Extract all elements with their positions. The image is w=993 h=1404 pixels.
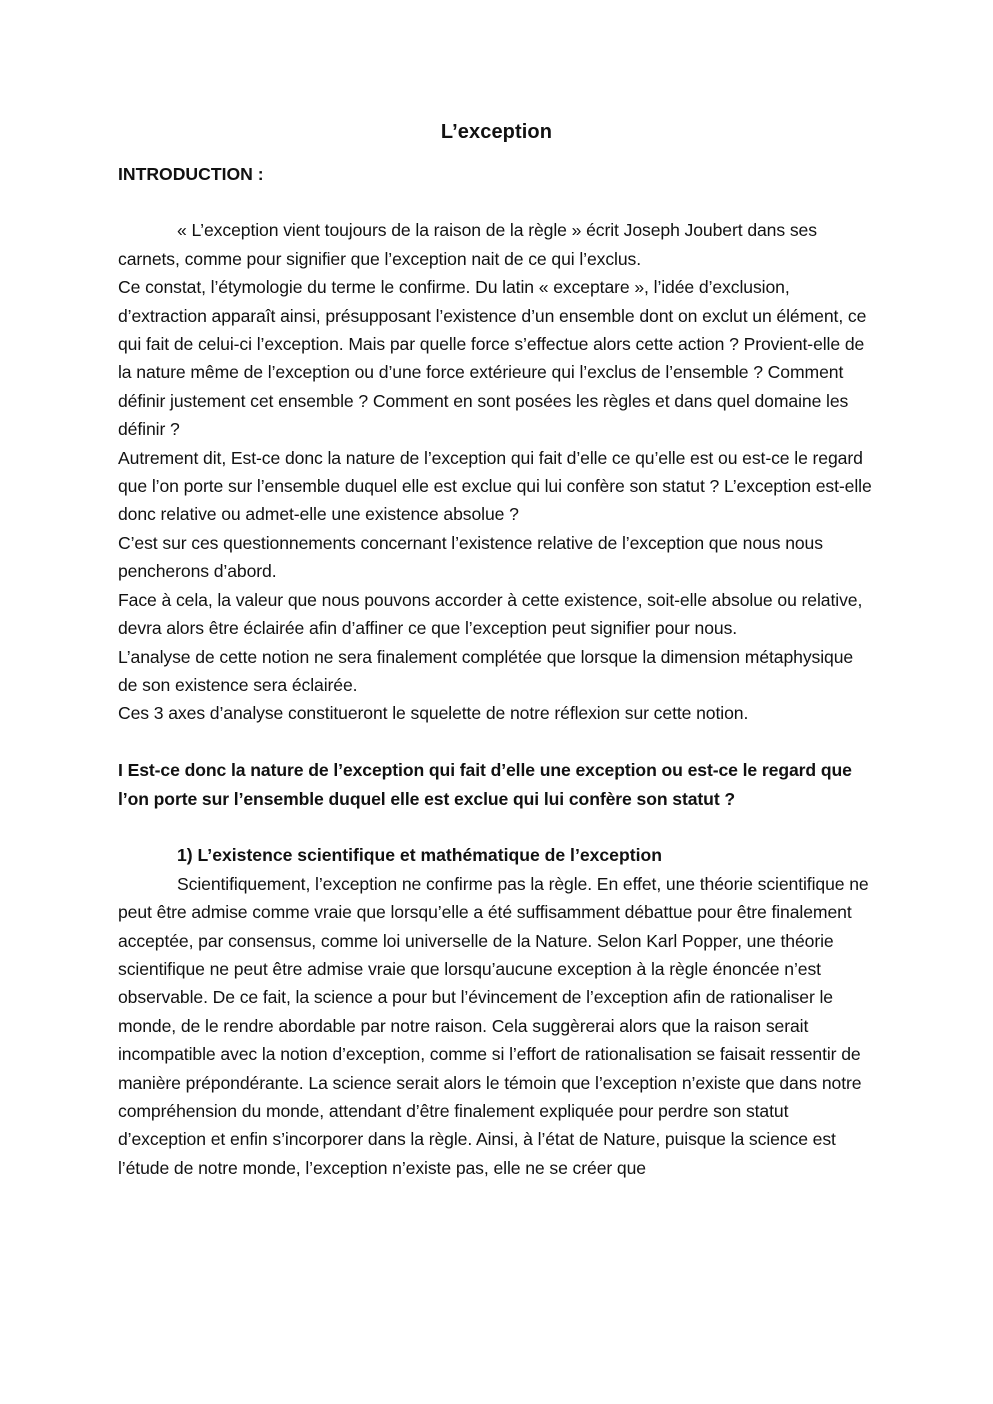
part-one-heading: I Est-ce donc la nature de l’exception qui fait d’elle une exception ou est-ce le regard que l’on porte sur l’ensemble duquel elle est exclue qui lui confère son statut ? bbox=[118, 760, 852, 809]
intro-paragraph: Ce constat, l’étymologie du terme le confirme. Du latin « exceptare », l’idée d’exclusion, d’extraction apparaît ainsi, présupposant l’existence d’un ensemble dont on exclut un élément, ce qui fait de celui-ci l’exception. Mais par quelle force s’effectue alors cette action ? Provient-elle de la nature même de l’exception ou d’une force extérieure qui l’exclus de l’ensemble ? Comment définir justement cet ensemble ? Comment en sont posées les règles et dans quel domaine les définir ? bbox=[118, 277, 867, 440]
subsection-one-body bbox=[118, 870, 875, 1182]
intro-paragraph: Face à cela, la valeur que nous pouvons accorder à cette existence, soit-elle absolue ou relative, devra alors être éclairée afin d’affiner ce que l’exception peut signifier pour nous. bbox=[118, 589, 863, 639]
subsection-one-heading: 1) L’existence scientifique et mathématique de l’exception bbox=[177, 845, 662, 866]
document-title: L’exception bbox=[440, 121, 553, 143]
blank-line bbox=[118, 728, 875, 756]
intro-paragraph: L’analyse de cette notion ne sera finalement complétée que lorsque la dimension métaphysique de son existence sera éclairée. bbox=[118, 646, 854, 695]
introduction-label: INTRODUCTION : bbox=[118, 164, 264, 184]
subsection-paragraph: Scientifiquement, l’exception ne confirme pas la règle. En effet, une théorie scientifique ne peut être admise comme vraie que lorsqu’elle a été suffisamment débattue pour être finalement acceptée, par consensus, comme loi universelle de la Nature. Selon Karl Popper, une théorie scientifique ne peut être admise vraie que lorsqu’aucune exception à la règle énoncée n’est observable. De ce fait, la science a pour but l’évincement de l’exception afin de rationaliser le monde, de le rendre abordable par notre raison. Cela suggèrerai alors que la raison serait incompatible avec la notion d’exception, comme si l’effort de rationalisation se faisait ressentir de manière prépondérante. La science serait alors le témoin que l’exception n’existe que dans notre compréhension du monde, attendant d’être finalement expliquée pour perdre son statut d’exception et enfin s’incorporer dans la règle. Ainsi, à l’état de Nature, puisque la science est l’étude de notre monde, l’exception n’existe pas, elle ne se créer que bbox=[118, 873, 869, 1178]
intro-paragraph: Autrement dit, Est-ce donc la nature de l’exception qui fait d’elle ce qu’elle est ou est-ce le regard que l’on porte sur l’ensemble duquel elle est exclue qui lui confère son statut ? L’exception est-elle donc relative ou admet-elle une existence absolue ? bbox=[118, 447, 872, 525]
intro-paragraph: « L’exception vient toujours de la raison de la règle » écrit Joseph Joubert dans ses carnets, comme pour signifier que l’exception nait de ce qui l’exclus. bbox=[118, 220, 817, 269]
blank-line bbox=[118, 813, 875, 841]
introduction-body bbox=[118, 216, 875, 727]
intro-paragraph: C’est sur ces questionnements concernant l’existence relative de l’exception que nous nous pencherons d’abord. bbox=[118, 532, 823, 582]
intro-paragraph: Ces 3 axes d’analyse constitueront le squelette de notre réflexion sur cette notion. bbox=[118, 703, 749, 724]
